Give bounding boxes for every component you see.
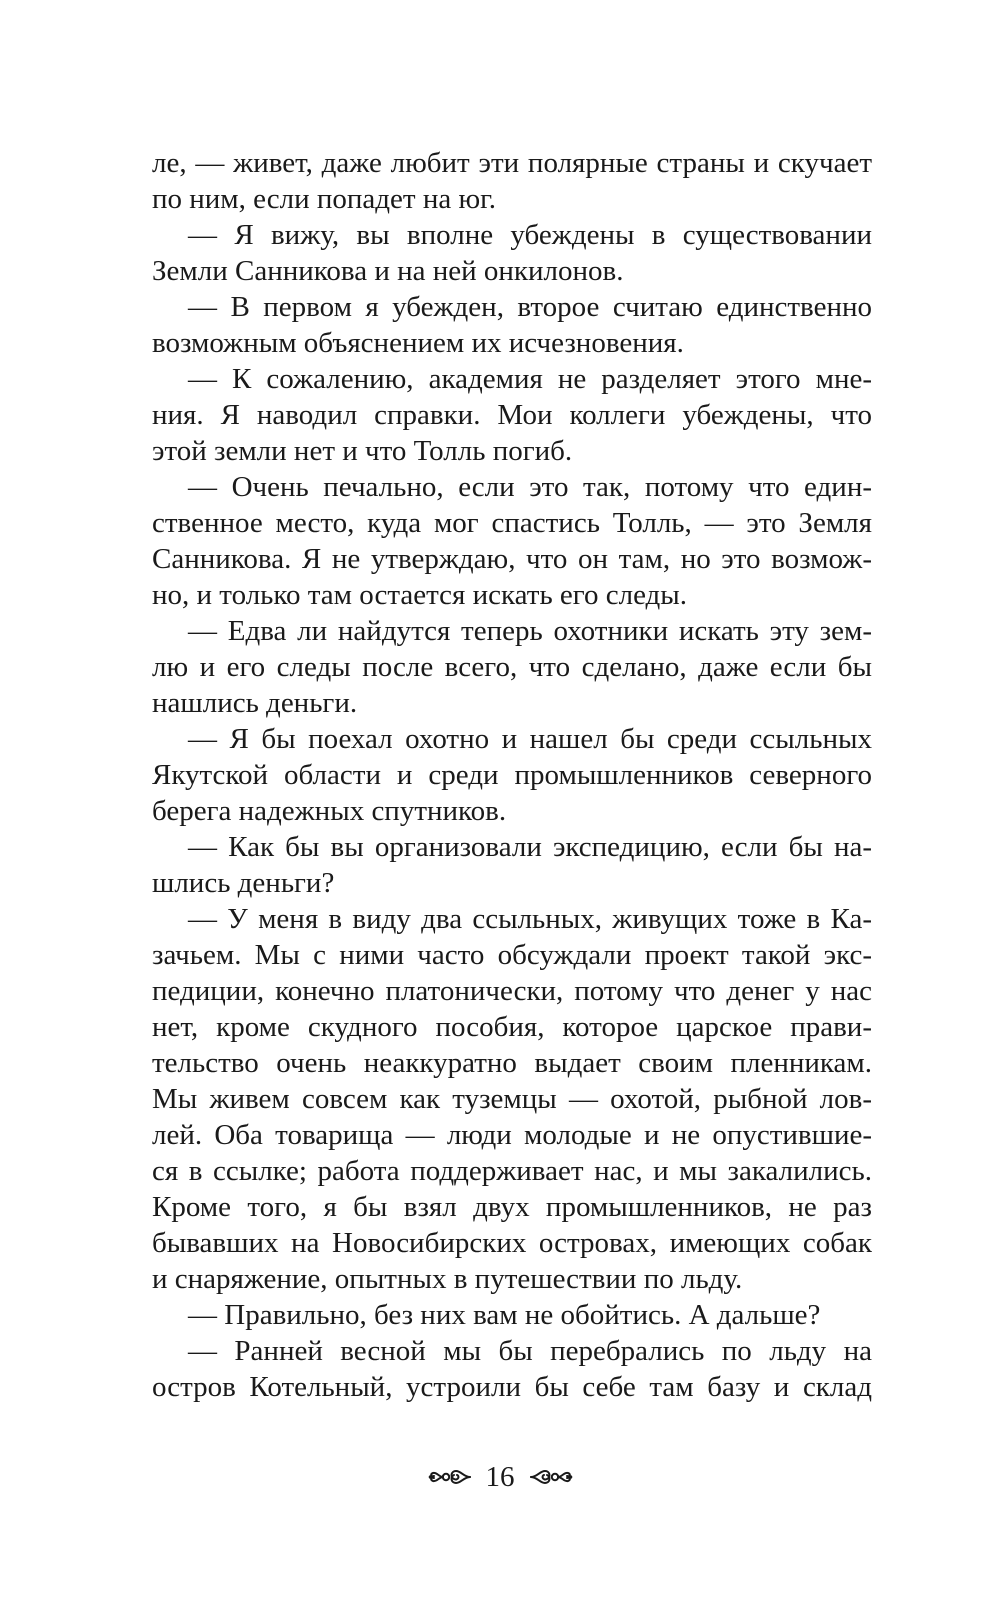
text-line: остров Котельный, устроили бы себе там базу и склад [152,1371,872,1403]
text-line: шлись деньги? [152,867,335,899]
text-line: и снаряжение, опытных в путешествии по льду. [152,1263,743,1295]
text-line: Земли Санникова и на ней онкилонов. [152,255,624,287]
text-line: тельство очень неаккуратно выдает своим пленникам. [152,1047,872,1079]
paragraph-first-line: — Очень печально, если это так, потому что един- [188,471,872,503]
text-line: Санникова. Я не утверждаю, что он там, но это возмож- [152,543,872,575]
paragraph-first-line: — Едва ли найдутся теперь охотники искать эту зем- [188,615,872,647]
paragraph-first-line: — В первом я убежден, второе считаю единственно [188,291,872,323]
page-number: 16 [485,1461,515,1493]
text-line: педиции, конечно платонически, потому что денег у нас [152,975,872,1007]
text-line: берега надежных спутников. [152,795,507,827]
paragraph-first-line: — Я бы поехал охотно и нашел бы среди ссыльных [188,723,872,755]
page-footer [0,1457,1000,1497]
text-line: ственное место, куда мог спастись Толль, — это Земля [152,507,872,539]
paragraph-first-line: — Правильно, без них вам не обойтись. А дальше? [188,1299,821,1331]
paragraph-first-line: — Ранней весной мы бы перебрались по льду на [188,1335,872,1367]
page-body-text [152,145,872,1405]
text-line: этой земли нет и что Толль погиб. [152,435,573,467]
text-line: ния. Я наводил справки. Мои коллеги убеждены, что [152,399,872,431]
flourish-left-icon [428,1465,472,1489]
text-line: бывавших на Новосибирских островах, имеющих собак [152,1227,872,1259]
flourish-right-icon [529,1465,573,1489]
paragraph-first-line: — Я вижу, вы вполне убеждены в существовании [188,219,872,251]
text-line: лей. Оба товарища — люди молодые и не опустившие- [152,1119,872,1151]
text-line: Якутской области и среди промышленников северного [152,759,872,791]
text-line: возможным объяснением их исчезновения. [152,327,684,359]
paragraph-first-line: — К сожалению, академия не разделяет этого мне- [188,363,872,395]
text-line: Мы живем совсем как туземцы — охотой, рыбной лов- [152,1083,872,1115]
paragraph-first-line: — Как бы вы организовали экспедицию, если бы на- [188,831,872,863]
text-line: нашлись деньги. [152,687,358,719]
text-line: лю и его следы после всего, что сделано, даже если бы [152,651,872,683]
text-line: ся в ссылке; работа поддерживает нас, и мы закалились. [152,1155,872,1187]
text-line: зачьем. Мы с ними часто обсуждали проект такой экс- [152,939,872,971]
text-line: нет, кроме скудного пособия, которое царское прави- [152,1011,872,1043]
paragraph-first-line: — У меня в виду два ссыльных, живущих тоже в Ка- [188,903,872,935]
text-line: ле, — живет, даже любит эти полярные страны и скучает [152,147,872,179]
text-line: по ним, если попадет на юг. [152,183,497,215]
text-line: но, и только там остается искать его следы. [152,579,688,611]
text-line: Кроме того, я бы взял двух промышленников, не раз [152,1191,872,1223]
